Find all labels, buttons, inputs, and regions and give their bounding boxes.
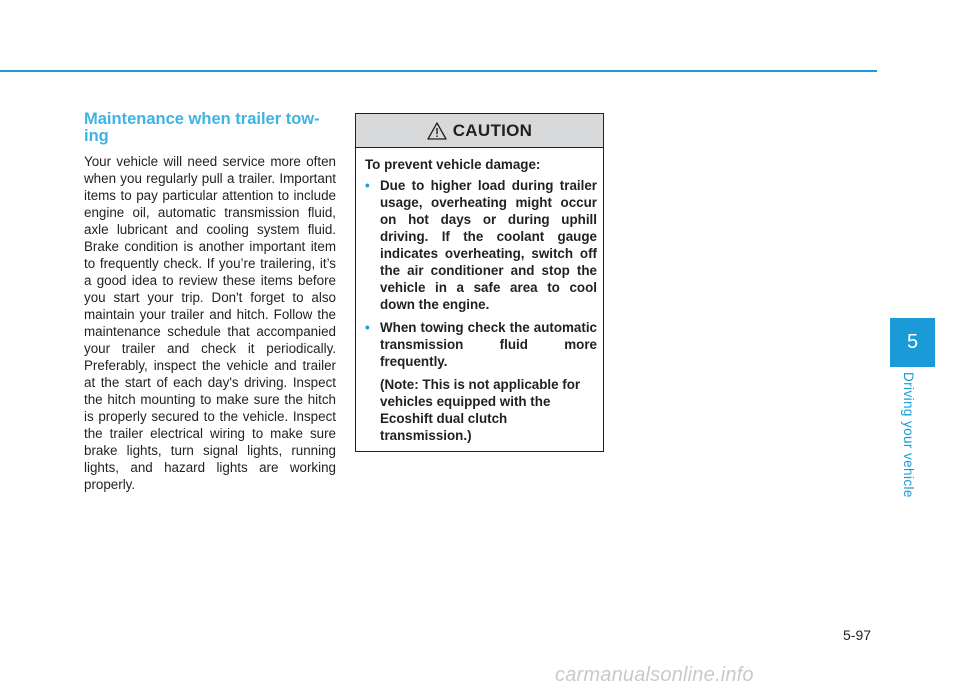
chapter-title: Driving your vehicle — [901, 372, 916, 498]
section-heading: Maintenance when trailer tow-ing — [84, 110, 320, 145]
caution-item-text: Due to higher load during trailer usage, overheating might occur on hot days or during uphill driving. If the coolant gauge indicates overheating, switch off the air conditioner and stop the vehicle in a safe area to cool down the engine. — [380, 178, 597, 312]
caution-intro: To prevent vehicle damage: — [365, 157, 541, 172]
bullet-icon: • — [365, 320, 370, 335]
caution-title: CAUTION — [452, 120, 533, 140]
warning-triangle-icon — [427, 122, 447, 140]
caution-header — [356, 114, 603, 148]
section-body: Your vehicle will need service more often when you regularly pull a trailer. Important items to pay particular attention to include engine oil, automatic transmission fluid, axle lubricant and cooling system fluid. Brake condition is another important item to frequently check. If you’re trailering, it’s a good idea to review these items before you start your trip. Don't forget to also maintain your trailer and hitch. Follow the maintenance schedule that accompanied your trailer and check it periodically. Preferably, inspect the vehicle and trailer at the start of each day's driving. Inspect the hitch mounting to make sure the hitch is properly secured to the vehicle. Inspect the trailer electrical wiring to make sure brake lights, turn signal lights, running lights, and hazard lights are working properly. — [84, 154, 336, 492]
caution-item — [365, 319, 597, 444]
watermark: carmanualsonline.info — [555, 664, 754, 686]
caution-item-note: (Note: This is not applicable for vehicles equipped with the Ecoshift dual clutch transmission.) — [380, 377, 581, 443]
bullet-icon: • — [365, 178, 370, 193]
caution-box — [355, 113, 604, 452]
caution-item-text: When towing check the automatic transmission fluid more frequently. — [380, 320, 597, 369]
chapter-tab: 5 — [890, 318, 935, 367]
caution-body — [356, 148, 603, 444]
page-number: 5-97 — [843, 627, 872, 643]
caution-item — [365, 177, 597, 313]
top-rule — [0, 70, 877, 72]
